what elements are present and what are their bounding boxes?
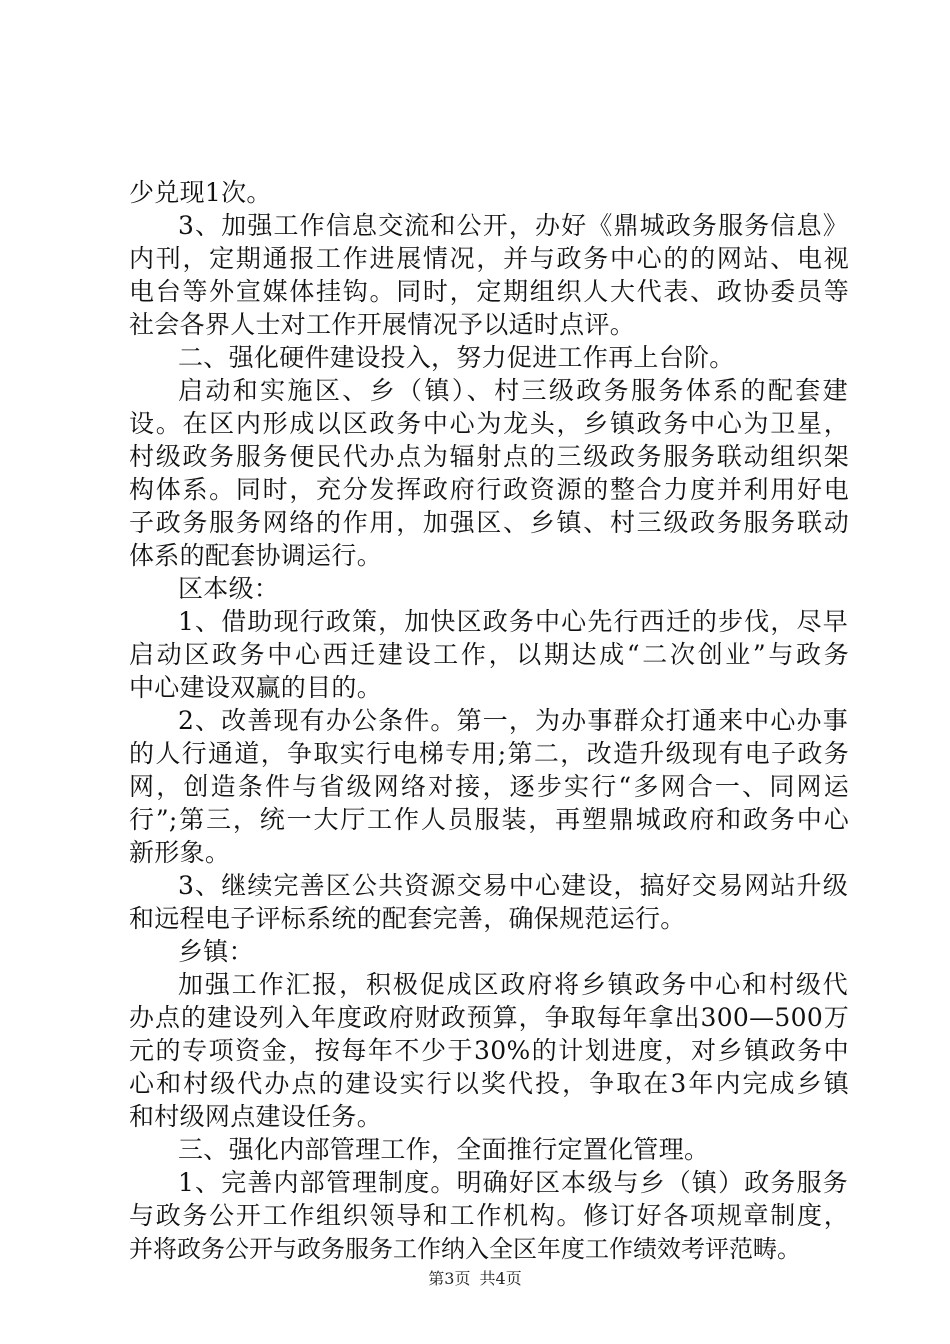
text-line: 元的专项资金，按每年不少于30%的计划进度，对乡镇政务中 bbox=[129, 1036, 849, 1065]
section-heading: 二、强化硬件建设投入，努力促进工作再上台阶。 bbox=[178, 343, 735, 372]
text-line: 设。在区内形成以区政务中心为龙头，乡镇政务中心为卫星， bbox=[129, 409, 849, 438]
text-line: 1、完善内部管理制度。明确好区本级与乡（镇）政务服务 bbox=[178, 1168, 848, 1197]
text-line: 和村级网点建设任务。 bbox=[129, 1102, 383, 1131]
text-line: 3、继续完善区公共资源交易中心建设，搞好交易网站升级 bbox=[178, 871, 848, 900]
text-line: 2、改善现有办公条件。第一，为办事群众打通来中心办事 bbox=[178, 706, 848, 735]
text-line: 子政务服务网络的作用，加强区、乡镇、村三级政务服务联动 bbox=[129, 508, 849, 537]
text-line: 少兑现1次。 bbox=[129, 178, 272, 207]
text-line: 的人行通道，争取实行电梯专用;第二，改造升级现有电子政务 bbox=[129, 739, 849, 768]
text-line: 启动区政务中心西迁建设工作，以期达成“二次创业”与政务 bbox=[129, 640, 849, 669]
text-line: 内刊，定期通报工作进展情况，并与政务中心的的网站、电视 bbox=[129, 244, 849, 273]
text-line: 新形象。 bbox=[129, 838, 231, 867]
text-line: 办点的建设列入年度政府财政预算，争取每年拿出300—500万 bbox=[129, 1003, 849, 1032]
section-heading: 三、强化内部管理工作，全面推行定置化管理。 bbox=[178, 1135, 710, 1164]
text-line: 体系的配套协调运行。 bbox=[129, 541, 383, 570]
text-line: 心和村级代办点的建设实行以奖代投，争取在3年内完成乡镇 bbox=[129, 1069, 849, 1098]
text-line: 启动和实施区、乡（镇）、村三级政务服务体系的配套建 bbox=[178, 376, 848, 405]
text-line: 村级政务服务便民代办点为辐射点的三级政务服务联动组织架 bbox=[129, 442, 849, 471]
text-line: 3、加强工作信息交流和公开，办好《鼎城政务服务信息》 bbox=[178, 211, 848, 240]
subheading: 区本级： bbox=[178, 574, 280, 603]
text-line: 和远程电子评标系统的配套完善，确保规范运行。 bbox=[129, 904, 686, 933]
subheading: 乡镇： bbox=[178, 937, 254, 966]
text-line: 加强工作汇报，积极促成区政府将乡镇政务中心和村级代 bbox=[178, 970, 848, 999]
text-line: 1、借助现行政策，加快区政务中心先行西迁的步伐，尽早 bbox=[178, 607, 848, 636]
text-line: 并将政务公开与政务服务工作纳入全区年度工作绩效考评范畴。 bbox=[129, 1235, 801, 1263]
text-line: 中心建设双赢的目的。 bbox=[129, 673, 383, 702]
text-line: 与政务公开工作组织领导和工作机构。修订好各项规章制度， bbox=[129, 1201, 849, 1230]
text-line: 行”;第三，统一大厅工作人员服装，再塑鼎城政府和政务中心 bbox=[129, 805, 849, 834]
page-number-footer: 第3页 共4页 bbox=[428, 1269, 522, 1288]
text-line: 电台等外宣媒体挂钩。同时，定期组织人大代表、政协委员等 bbox=[129, 277, 849, 306]
text-line: 网，创造条件与省级网络对接，逐步实行“多网合一、同网运 bbox=[129, 772, 849, 801]
text-line: 构体系。同时，充分发挥政府行政资源的整合力度并利用好电 bbox=[129, 475, 849, 504]
text-line: 社会各界人士对工作开展情况予以适时点评。 bbox=[129, 310, 636, 339]
